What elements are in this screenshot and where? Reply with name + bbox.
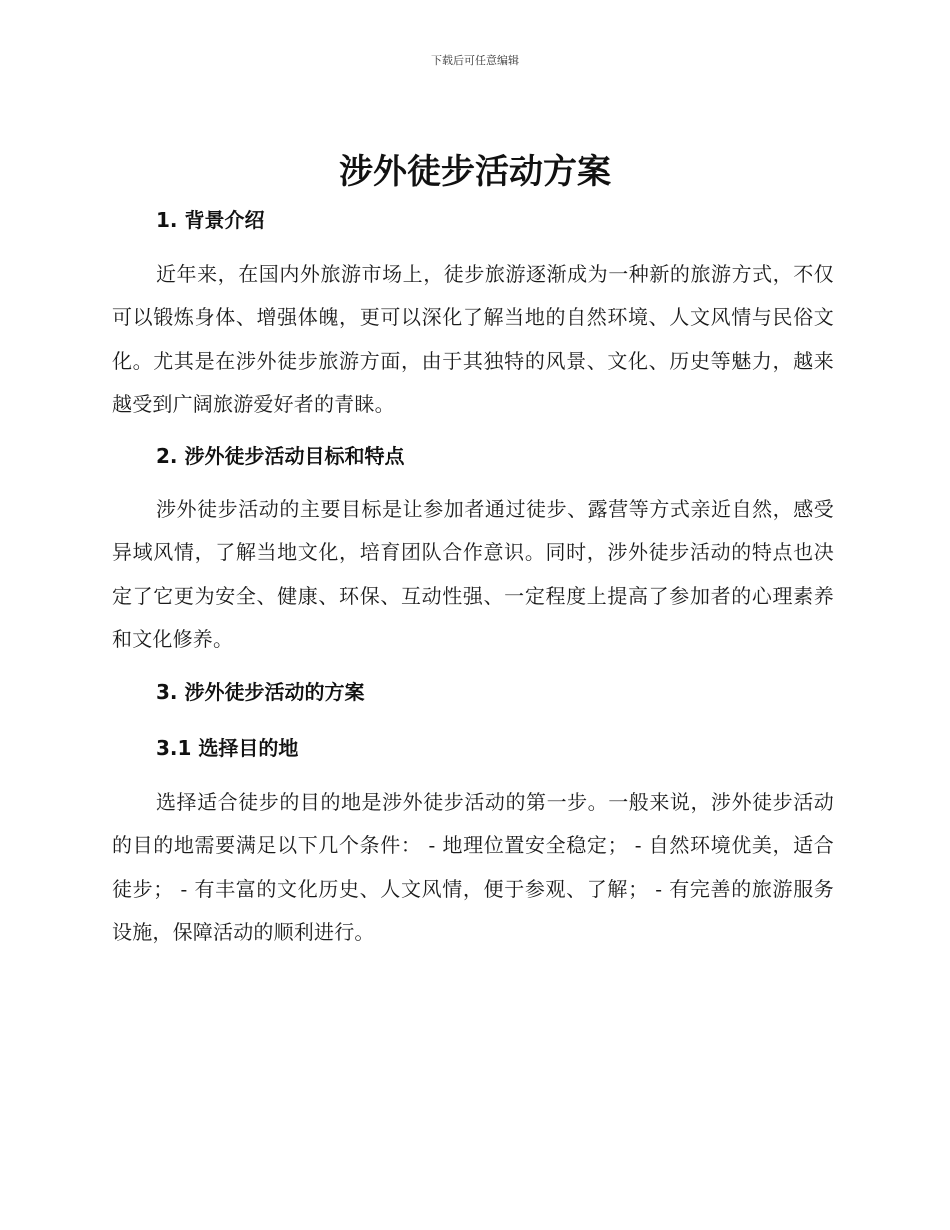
section-paragraph-background: 近年来，在国内外旅游市场上，徒步旅游逐渐成为一种新的旅游方式，不仅可以锻炼身体、增强体魄，更可以深化了解当地的自然环境、人文风情与民俗文化。尤其是在涉外徒步旅游方面，由于其独特的风景、文化、历史等魅力，越来越受到广阔旅游爱好者的青睐。	[112, 262, 834, 416]
section-heading-plan: 3. 涉外徒步活动的方案	[156, 680, 365, 704]
section-heading-destination: 3.1 选择目的地	[156, 736, 299, 760]
section-paragraph-destination: 选择适合徒步的目的地是涉外徒步活动的第一步。一般来说，涉外徒步活动的目的地需要满足以下几个条件： - 地理位置安全稳定； - 自然环境优美，适合徒步； - 有丰富的文化历史、人文风情，便于参观、了解； - 有完善的旅游服务设施，保障活动的顺利进行。	[112, 790, 834, 944]
page-header-note: 下载后可任意编辑	[431, 54, 519, 67]
document-title: 涉外徒步活动方案	[339, 152, 611, 192]
section-paragraph-goals: 涉外徒步活动的主要目标是让参加者通过徒步、露营等方式亲近自然，感受异域风情，了解当地文化，培育团队合作意识。同时，涉外徒步活动的特点也决定了它更为安全、健康、环保、互动性强、一定程度上提高了参加者的心理素养和文化修养。	[112, 497, 834, 651]
section-heading-background: 1. 背景介绍	[156, 208, 265, 232]
section-heading-goals: 2. 涉外徒步活动目标和特点	[156, 444, 405, 468]
